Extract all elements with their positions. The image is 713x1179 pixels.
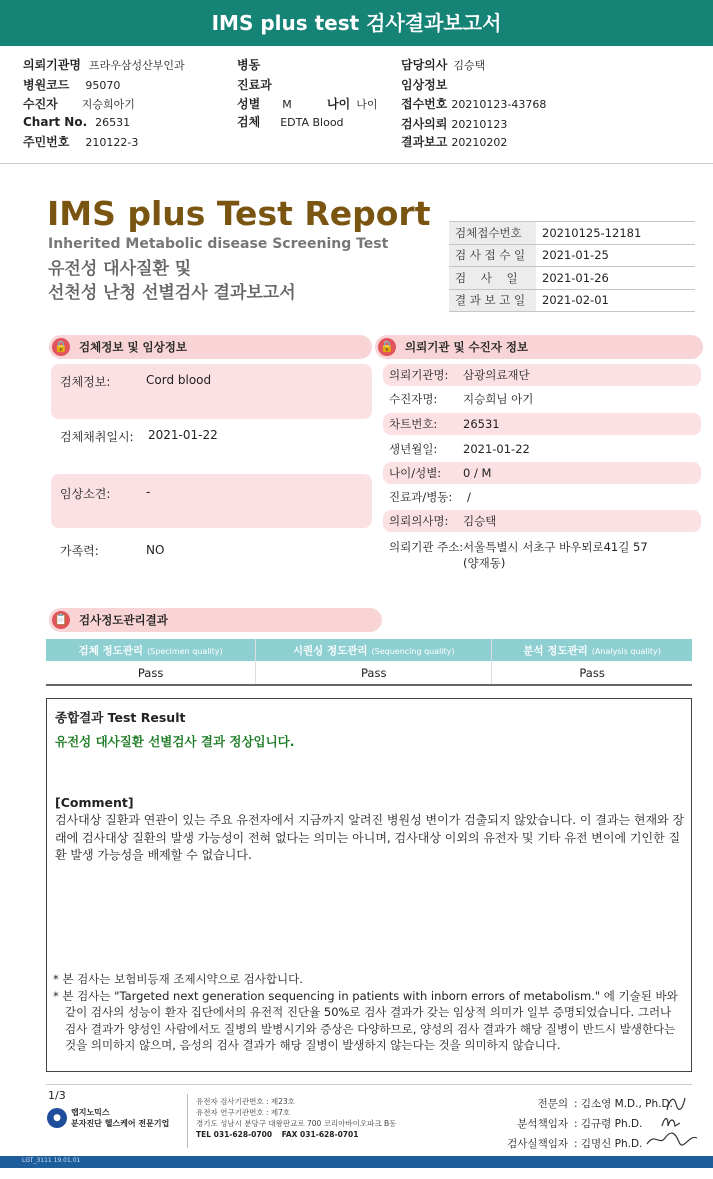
qc-value: Pass — [492, 661, 692, 685]
patient-info-row: 생년월일: 2021-01-22 — [389, 442, 530, 456]
signature-icon — [645, 1130, 700, 1148]
header-dept: 진료과 — [237, 78, 272, 92]
result-conclusion: 유전성 대사질환 선별검사 결과 정상입니다. — [55, 734, 295, 749]
qc-value: Pass — [256, 661, 492, 685]
patient-info-row: 의뢰기관명: 삼광의료재단 — [383, 364, 701, 386]
clinical-row: 임상소견: - — [51, 474, 372, 528]
signature-icon — [664, 1094, 688, 1114]
qc-header: 분석 정도관리 (Analysis quality) — [492, 639, 692, 661]
note: * 본 검사는 "Targeted next generation sequencing in patients with inborn errors of metabolism." 에 기술된 바와 같이 검사의 성능이 환자 집단에서의 유전적 진단율 50%로 검사 결과가 갖는 임상적 의미가 일부 증명되었습니다. 그러나 검사 결과가 양성인 사람에서도 질병의 발병시기와 증상은 다양하므로, 양성의 검사 결과가 해당 질병이 반드시 발생한다는 것을 의미하지 않으며, 음성의 검사 결과가 해당 질병이 발생하지 않는다는 것을 의미하지 않습니다. — [53, 988, 678, 1052]
receipt-row: 결 과 보 고 일 2021-02-01 — [449, 289, 695, 312]
header-rrn: 주민번호 210122-3 — [23, 135, 139, 149]
order-header — [0, 50, 713, 165]
footer-bar: LGT_3111 19.01.01 — [0, 1156, 713, 1168]
header-ward: 병동 — [237, 58, 261, 72]
institution-info: 유전자 검사기관번호 : 제23호 유전자 연구기관번호 : 제7호 경기도 성남시 분당구 대왕판교로 700 코리아바이오파크 B동 TEL 031-628-0700 FAX 031-628-0701 — [196, 1097, 397, 1139]
patient-info-row: 나이/성별: 0 / M — [383, 462, 701, 484]
header-sex: 성별 M — [237, 97, 292, 111]
result-notes — [53, 971, 685, 1054]
header-patient: 수진자 지승희아기 — [23, 97, 135, 111]
report-title: IMS plus Test Report — [47, 194, 431, 233]
signer-row: 검사실책임자 : 김명신 Ph.D. — [507, 1138, 643, 1150]
patient-info-row: 진료과/병동: / — [389, 490, 471, 504]
address-row: 의뢰기관 주소: 서울특별시 서초구 바우뫼로41길 57 (양재동) — [389, 540, 648, 570]
receipt-row: 검 사 일 2021-01-26 — [449, 267, 695, 290]
header-receipt: 접수번호 20210123-43768 — [401, 97, 547, 111]
comment-heading: [Comment] — [55, 795, 134, 810]
specimen-info-row: 검체정보: Cord blood — [51, 364, 372, 419]
company-name: 랩지노믹스 분자진단 헬스케어 전문기업 — [71, 1108, 170, 1128]
header-result: 결과보고 20210202 — [401, 135, 508, 149]
footer-vertical-divider — [187, 1094, 188, 1148]
header-chart: Chart No. 26531 — [23, 115, 131, 129]
report-subtitle: Inherited Metabolic disease Screening Test — [48, 236, 389, 252]
report-banner: IMS plus test 검사결과보고서 — [0, 0, 713, 46]
report-title-korean: 유전성 대사질환 및 선천성 난청 선별검사 결과보고서 — [48, 259, 296, 303]
patient-info-row: 의뢰의사명: 김승택 — [383, 510, 701, 532]
signer-row: 분석책임자 : 김규령 Ph.D. — [517, 1118, 643, 1130]
header-request: 검사의뢰 20210123 — [401, 117, 508, 131]
footer-divider — [46, 1084, 692, 1085]
receipt-row: 검 사 접 수 일 2021-01-25 — [449, 244, 695, 267]
header-clinical: 임상정보 — [401, 78, 448, 92]
lock-icon: 🔒 — [378, 338, 396, 356]
header-doctor: 담당의사 김승택 — [401, 58, 486, 72]
comment-text: 검사대상 질환과 연관이 있는 주요 유전자에서 지금까지 알려진 병원성 변이가 검출되지 않았습니다. 이 결과는 현재와 장래에 검사대상 질환의 발생 가능성이 전혀 없다는 의미는 아니며, 검사대상 이외의 유전자 및 기타 유전 변이에 기인한 질환 발생 가능성을 배제할 수 없습니다. — [55, 813, 685, 862]
header-divider — [0, 163, 713, 164]
collected-row: 검체채취일시: 2021-01-22 — [60, 428, 218, 444]
note: * 본 검사는 보험비등재 조제시약으로 검사합니다. — [53, 972, 303, 986]
patient-info-row: 차트번호: 26531 — [383, 413, 701, 435]
header-org: 의뢰기관명 프라우삼성산부인과 — [23, 58, 185, 72]
company-logo-icon: ● — [47, 1108, 67, 1128]
qc-section-heading: 📋 검사정도관리결과 — [49, 608, 382, 632]
receipt-table — [449, 221, 695, 312]
qc-header: 검체 정도관리 (Specimen quality) — [46, 639, 256, 661]
qc-table — [46, 639, 692, 686]
patient-section-heading: 🔒 의뢰기관 및 수진자 정보 — [375, 335, 703, 359]
header-age: 나이 나이 — [327, 97, 378, 111]
result-title: 종합결과 Test Result — [55, 710, 186, 725]
header-specimen: 검체 EDTA Blood — [237, 115, 344, 129]
qc-header: 시퀀싱 정도관리 (Sequencing quality) — [256, 639, 492, 661]
receipt-row: 검체접수번호 20210125-12181 — [449, 222, 695, 245]
signer-row: 전문의 : 김소영 M.D., Ph.D. — [537, 1098, 673, 1110]
test-result-box — [46, 698, 692, 1072]
lock-icon: 🔒 — [52, 338, 70, 356]
specimen-section-heading: 🔒 검체정보 및 임상정보 — [49, 335, 372, 359]
clipboard-icon: 📋 — [52, 611, 70, 629]
header-hcode: 병원코드 95070 — [23, 78, 121, 92]
patient-info-row: 수진자명: 지승희님 아기 — [389, 392, 534, 406]
qc-value: Pass — [46, 661, 256, 685]
family-history-row: 가족력: NO — [60, 543, 165, 558]
page-number: 1/3 — [48, 1089, 66, 1102]
